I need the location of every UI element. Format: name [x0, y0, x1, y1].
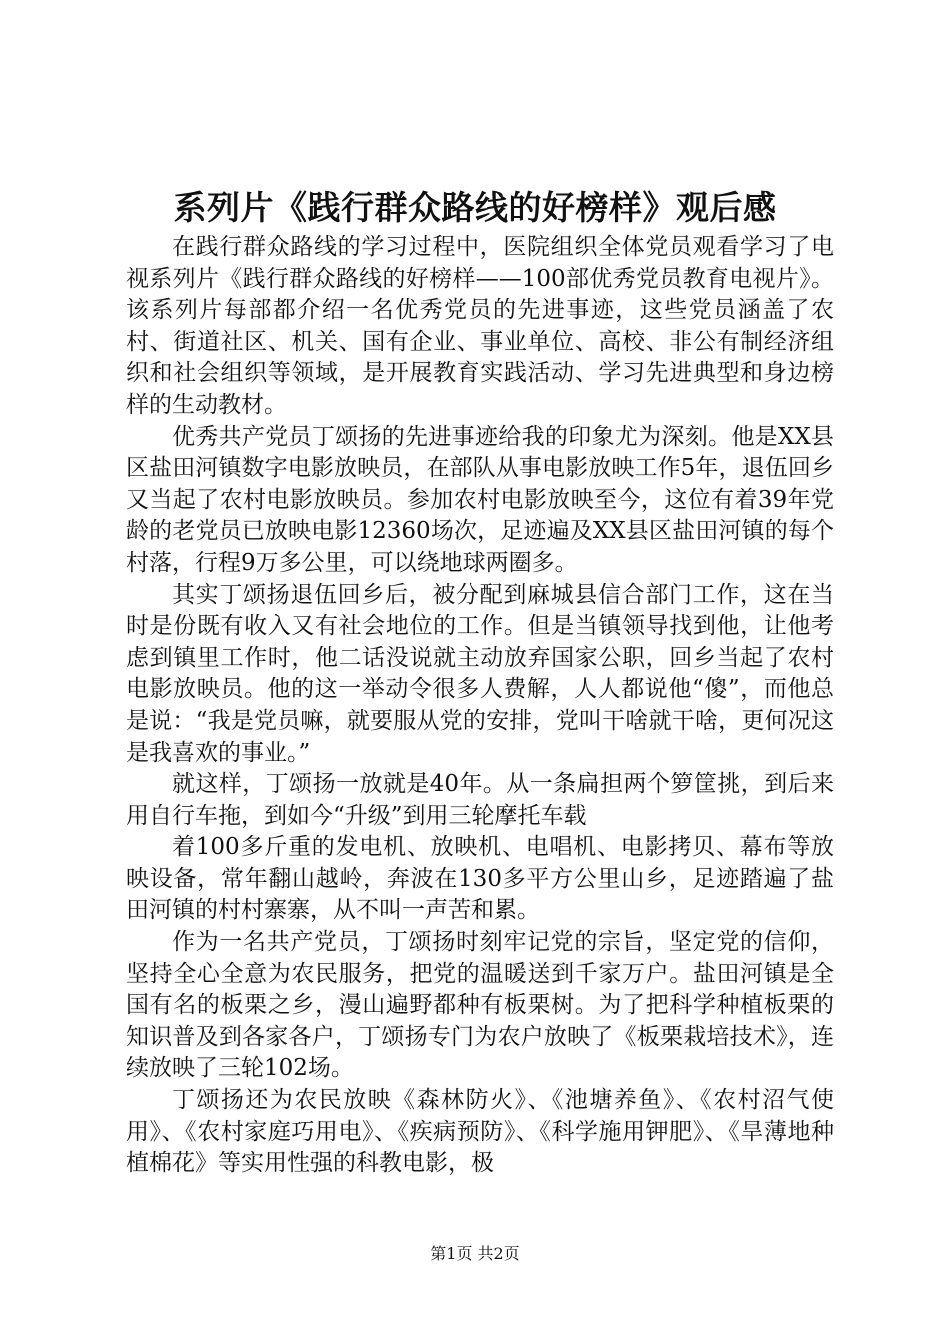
- paragraph: 作为一名共产党员，丁颂扬时刻牢记党的宗旨，坚定党的信仰，坚持全心全意为农民服务，把党的温暖送到千家万户。盐田河镇是全国有名的板栗之乡，漫山遍野都种有板栗树。为了把科学种植板栗的知识普及到各家各户，丁颂扬专门为农户放映了《板栗栽培技术》，连续放映了三轮102场。: [126, 929, 834, 1082]
- document-title: 系列片《践行群众路线的好榜样》观后感: [173, 188, 777, 227]
- paragraph: 着100多斤重的发电机、放映机、电唱机、电影拷贝、幕布等放映设备，常年翻山越岭，奔波在130多平方公里山乡，足迹踏遍了盐田河镇的村村寨寨，从不叫一声苦和累。: [126, 834, 834, 924]
- paragraph: 其实丁颂扬退伍回乡后，被分配到麻城县信合部门工作，这在当时是份既有收入又有社会地位的工作。但是当镇领导找到他，让他考虑到镇里工作时，他二话没说就主动放弃国家公职，回乡当起了农村电影放映员。他的这一举动令很多人费解，人人都说他“傻”，而他总是说：“我是党员嘛，就要服从党的安排，党叫干啥就干啥，更何况这是我喜欢的事业。”: [126, 581, 834, 766]
- paragraph: 在践行群众路线的学习过程中，医院组织全体党员观看学习了电视系列片《践行群众路线的好榜样——100部优秀党员教育电视片》。该系列片每部都介绍一名优秀党员的先进事迹，这些党员涵盖了农村、街道社区、机关、国有企业、事业单位、高校、非公有制经济组织和社会组织等领域，是开展教育实践活动、学习先进典型和身边榜样的生动教材。: [126, 234, 834, 418]
- paragraph: 优秀共产党员丁颂扬的先进事迹给我的印象尤为深刻。他是XX县区盐田河镇数字电影放映员，在部队从事电影放映工作5年，退伍回乡又当起了农村电影放映员。参加农村电影放映至今，这位有着39年党龄的老党员已放映电影12360场次，足迹遍及XX县区盐田河镇的每个村落，行程9万多公里，可以绕地球两圈多。: [126, 423, 834, 576]
- paragraph: 就这样，丁颂扬一放就是40年。从一条扁担两个箩筐挑，到后来用自行车拖，到如今“升级”到用三轮摩托车载: [126, 771, 834, 829]
- document-body: [126, 232, 834, 1180]
- paragraph: 丁颂扬还为农民放映《森林防火》、《池塘养鱼》、《农村沼气使用》、《农村家庭巧用电》、《疾病预防》、《科学施用钾肥》、《旱薄地种植棉花》等实用性强的科教电影，极: [126, 1087, 834, 1177]
- page-number-footer: 第1页 共2页: [430, 1244, 520, 1263]
